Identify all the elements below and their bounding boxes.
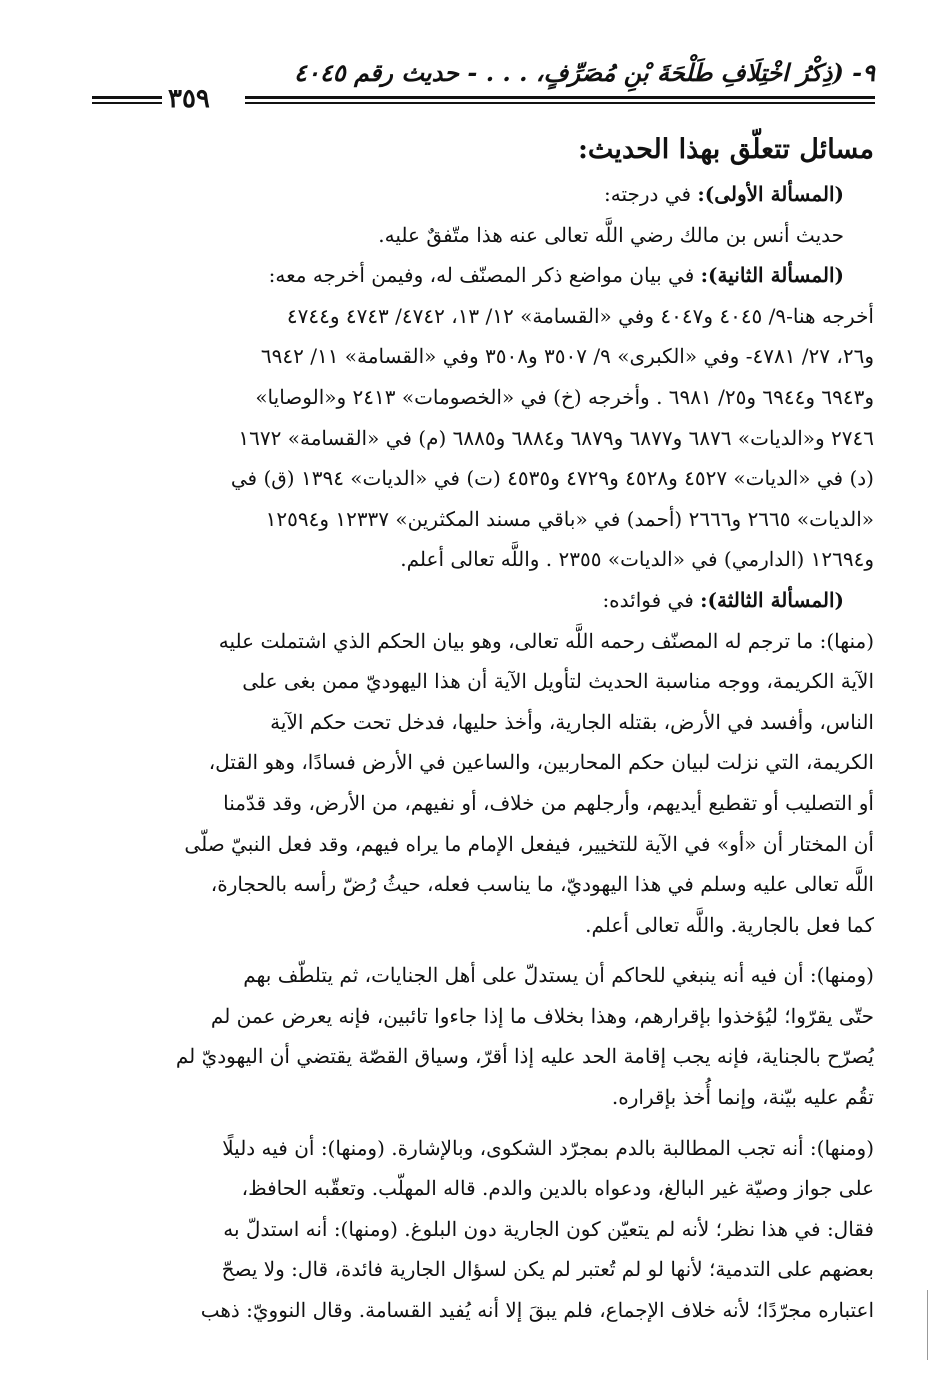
paragraph-2-line: تقُم عليه بيّنة، وإنما أُخذ بإقراره.: [611, 1085, 874, 1110]
question-2-line: «الديات» ٢٦٦٥ و٢٦٦٦ (أحمد) في «باقي مسند المكثرين» ١٢٣٣٧ و١٢٥٩٤: [265, 506, 874, 531]
paragraph-1-line: اللَّه تعالى عليه وسلم في هذا اليهوديّ، ما يناسب فعله، حيثُ رُضّ رأسه بالحجارة،: [210, 872, 874, 897]
question-1-label: (المسألة الأولى):: [697, 182, 844, 206]
section-title: مسائل تتعلّق بهذا الحديث:: [577, 134, 874, 165]
paragraph-gap: [92, 1118, 874, 1128]
paragraph-3-line: بعضهم على التدمية؛ لأنها لو لم تُعتبر لم يكن لسؤال الجارية فائدة، قال: ولا يصحّ: [221, 1257, 874, 1282]
question-3-heading: [92, 580, 874, 621]
paragraph-1-line: أو التصليب أو تقطيع أيديهم، وأرجلهم من خلاف، أو نفيهم، من الأرض، وقد قدّمنا: [223, 790, 874, 815]
question-2-text: في بيان مواضع ذكر المصنّف له، وفيمن أخرجه معه:: [268, 263, 701, 288]
paragraph-3-line: فقال: في هذا نظر؛ لأنه لم يتعيّن كون الجارية دون البلوغ. (ومنها): أنه استدلّ به: [223, 1216, 874, 1241]
paragraph-2-line: (ومنها): أن فيه أنه ينبغي للحاكم أن يستدلّ على أهل الجنايات، ثم يتلطّف بهم: [243, 963, 874, 988]
question-3-text: في فوائده:: [602, 587, 701, 612]
question-2-heading: [92, 255, 874, 296]
paragraph-1-line: (منها): ما ترجم له المصنّف رحمه اللَّه تعالى، وهو بيان الحكم الذي اشتملت عليه: [218, 628, 874, 653]
paragraph-gap: [92, 945, 874, 955]
question-2-line: و٢٦، ٢٧/ ٤٧٨١- وفي «الكبرى» ٩/ ٣٥٠٧ و٣٥٠٨ وفي «القسامة» ١١/ ٦٩٤٢: [260, 344, 874, 369]
question-2-line: و١٢٦٩٤ (الدارمي) في «الديات» ٢٣٥٥ . واللَّه تعالى أعلم.: [400, 547, 874, 572]
question-2-line: ٢٧٤٦ و«الديات» ٦٨٧٦ و٦٨٧٧ و٦٨٧٩ و٦٨٨٤ و٦٨٨٥ (م) في «القسامة» ١٦٧٢: [238, 425, 874, 450]
paragraph-1-line: كما فعل بالجارية. واللَّه تعالى أعلم.: [585, 912, 874, 937]
paragraph-3-line: (ومنها): أنه تجب المطالبة بالدم بمجرّد الشكوى، وبالإشارة. (ومنها): أن فيه دليلًا: [222, 1135, 874, 1160]
question-2-label: (المسألة الثانية):: [700, 263, 844, 288]
paragraph-1-line: الناس، وأفسد في الأرض، بقتله الجارية، وأخذ حليها، فدخل تحت حكم الآية: [270, 709, 874, 734]
question-1-text: في درجته:: [604, 182, 698, 206]
question-2-line: و٦٩٤٣ و٦٩٤٤ و٢٥/ ٦٩٨١ . وأخرجه (خ) في «الخصومات» ٢٤١٣ و«الوصايا»: [255, 384, 874, 409]
question-2-line: أخرجه هنا-٩/ ٤٠٤٥ و٤٠٤٧ وفي «القسامة» ١٢/ ١٣، ٤٧٤٢/ ٤٧٤٣ و٤٧٤٤: [286, 303, 874, 328]
paragraph-1-line: الكريمة، التي نزلت لبيان حكم المحاربين، والساعين في الأرض فسادًا، وهو القتل،: [208, 750, 874, 775]
paragraph-1-line: الآية الكريمة، ووجه مناسبة الحديث لتأويل الآية أن هذا اليهوديّ ممن بغى على: [242, 669, 874, 694]
header-rule-left: [92, 96, 162, 104]
question-2-line: (د) في «الديات» ٤٥٢٧ و٤٥٢٨ و٤٧٢٩ و٤٥٣٥ (ت) في «الديات» ١٣٩٤ (ق) في: [230, 466, 874, 491]
paragraph-3-line: اعتباره مجرّدًا؛ لأنه خلاف الإجماع، فلم يبقَ إلا أنه يُفيد القسامة. وقال النوويّ: ذهب: [200, 1298, 874, 1323]
header-rule-right: [245, 96, 875, 104]
question-1-body: حديث أنس بن مالك رضي اللَّه تعالى عنه هذا متّفقٌ عليه.: [378, 222, 844, 247]
paragraph-3-line: على جواز وصيّة غير البالغ، ودعواه بالدين والدم. قاله المهلّب. وتعقّبه الحافظ،: [241, 1176, 874, 1201]
paragraph-2-line: يُصرّح بالجناية، فإنه يجب إقامة الحد عليه إذا أقرّ، وسياق القصّة يقتضي أن اليهوديّ لم: [175, 1044, 874, 1069]
question-1-heading: [92, 174, 874, 215]
paragraph-2-line: حتّى يقرّوا؛ ليُؤخذوا بإقرارهم، وهذا بخلاف ما إذا جاءوا تائبين، فإنه يعرض عمن لم: [210, 1003, 874, 1028]
paragraph-1-line: أن المختار أن «أو» في الآية للتخيير، فيفعل الإمام ما يراه فيهم، وقد فعل النبيّ صلّى: [184, 831, 874, 856]
page-body: [92, 126, 874, 1331]
page-number: ٣٥٩: [168, 84, 210, 114]
scan-edge-line: [927, 1290, 928, 1360]
running-header-title: ٩- (ذِكْرُ اخْتِلَافِ طَلْحَةَ بْنِ مُصَرِّفٍ، . . . - حديث رقم ٤٠٤٥: [294, 58, 875, 87]
question-3-label: (المسألة الثالثة):: [700, 587, 844, 612]
